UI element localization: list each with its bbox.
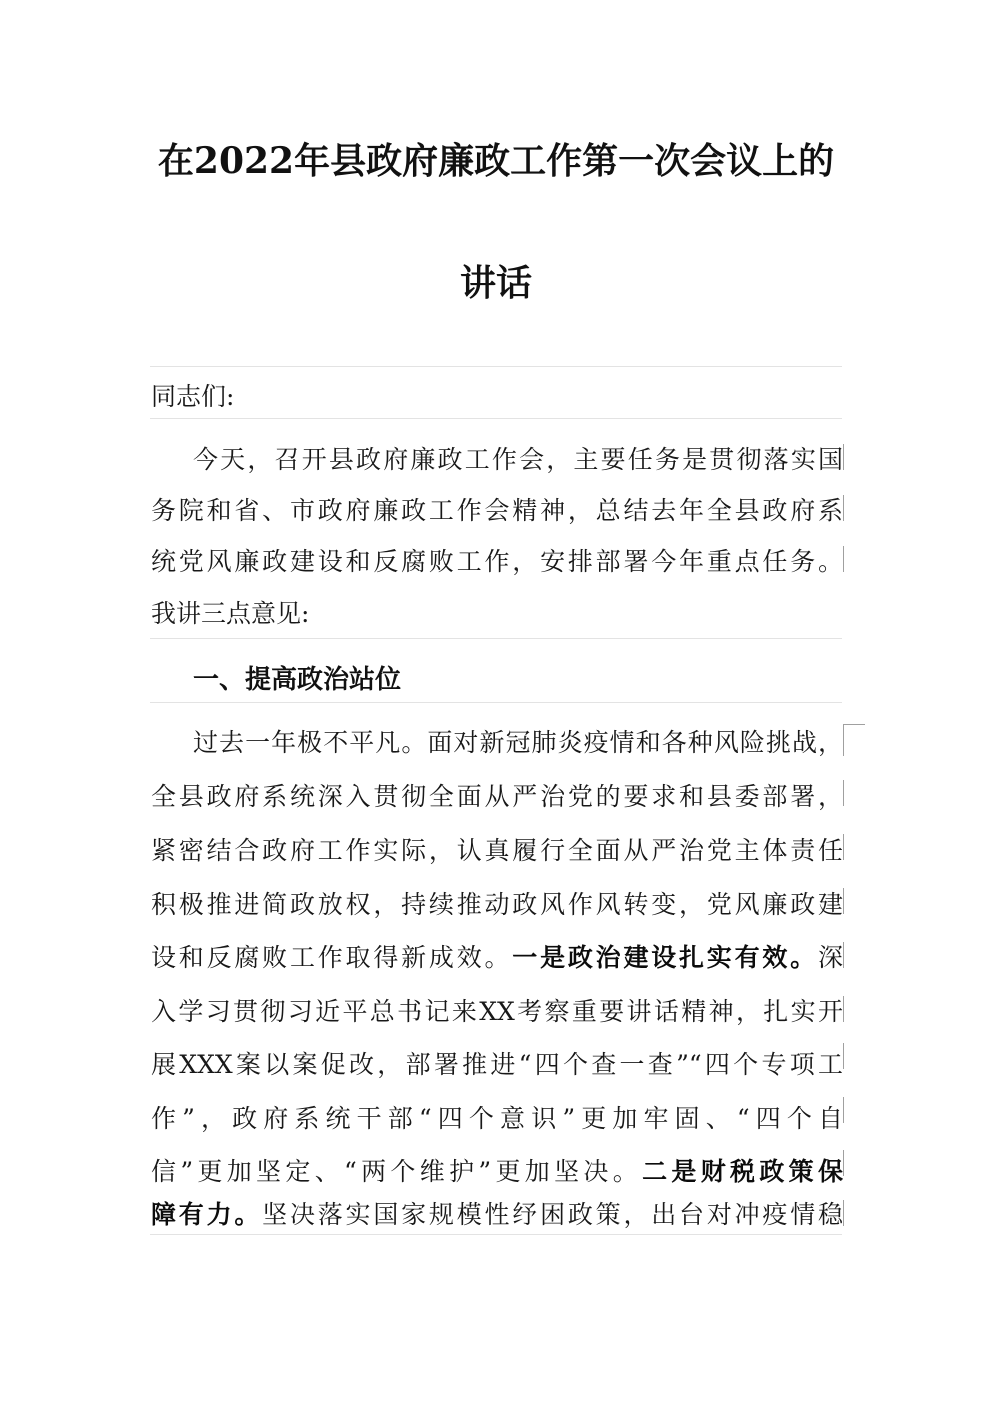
margin-marker (843, 1200, 844, 1226)
text-boundary-rule (150, 418, 842, 419)
paragraph-text: 设和反腐败工作取得新成效。 (151, 943, 513, 972)
text-boundary-rule (150, 638, 842, 639)
paragraph-line: 我讲三点意见: (151, 599, 310, 628)
paragraph-line: 紧密结合政府工作实际，认真履行全面从严治党主体责任 (151, 836, 843, 865)
paragraph-line (151, 941, 843, 975)
paragraph-text: 深 (817, 943, 843, 972)
margin-marker (843, 834, 844, 860)
bold-emphasis: 一是政治建设扎实有效。 (512, 943, 818, 972)
margin-marker (843, 1150, 844, 1176)
margin-marker (843, 444, 844, 470)
bold-emphasis: 二是财税政策保 (642, 1157, 843, 1186)
paragraph-line: 展XXX案以案促改，部署推进“四个查一查”“四个专项工 (151, 1050, 843, 1079)
paragraph-line: 入学习贯彻习近平总书记来XX考察重要讲话精神，扎实开 (151, 997, 843, 1026)
document-title-line-2: 讲话 (459, 262, 532, 304)
paragraph-line (151, 1155, 843, 1189)
paragraph-line: 今天，召开县政府廉政工作会，主要任务是贯彻落实国 (193, 445, 843, 474)
document-title-line-1: 在2022年县政府廉政工作第一次会议上的 (157, 140, 835, 182)
paragraph-line: 积极推进简政放权，持续推动政风作风转变，党风廉政建 (151, 890, 843, 919)
paragraph-text: 坚决落实国家规模性纾困政策，出台对冲疫情稳 (262, 1200, 843, 1229)
margin-corner-marker (843, 724, 865, 756)
paragraph-line: 务院和省、市政府廉政工作会精神，总结去年全县政府系 (151, 496, 843, 525)
margin-marker (843, 780, 844, 806)
text-boundary-rule (150, 702, 842, 703)
margin-marker (843, 996, 844, 1022)
section-heading: 一、提高政治站位 (193, 665, 402, 695)
text-boundary-rule (150, 1234, 842, 1235)
paragraph-text: 信”更加坚定、“两个维护”更加坚决。 (151, 1157, 643, 1186)
margin-marker (843, 1043, 844, 1069)
text-boundary-rule (150, 366, 842, 367)
margin-marker (843, 942, 844, 968)
margin-marker (843, 546, 844, 572)
bold-emphasis: 障有力。 (151, 1200, 263, 1229)
paragraph-line: 过去一年极不平凡。面对新冠肺炎疫情和各种风险挑战， (193, 728, 843, 757)
paragraph-line (151, 1198, 843, 1232)
paragraph-line: 全县政府系统深入贯彻全面从严治党的要求和县委部署， (151, 782, 843, 811)
margin-marker (843, 1097, 844, 1123)
paragraph-line: 统党风廉政建设和反腐败工作，安排部署今年重点任务。 (151, 547, 843, 576)
margin-marker (843, 888, 844, 914)
salutation: 同志们: (151, 382, 235, 411)
margin-marker (843, 495, 844, 521)
paragraph-line: 作”，政府系统干部“四个意识”更加牢固、“四个自 (151, 1104, 843, 1133)
